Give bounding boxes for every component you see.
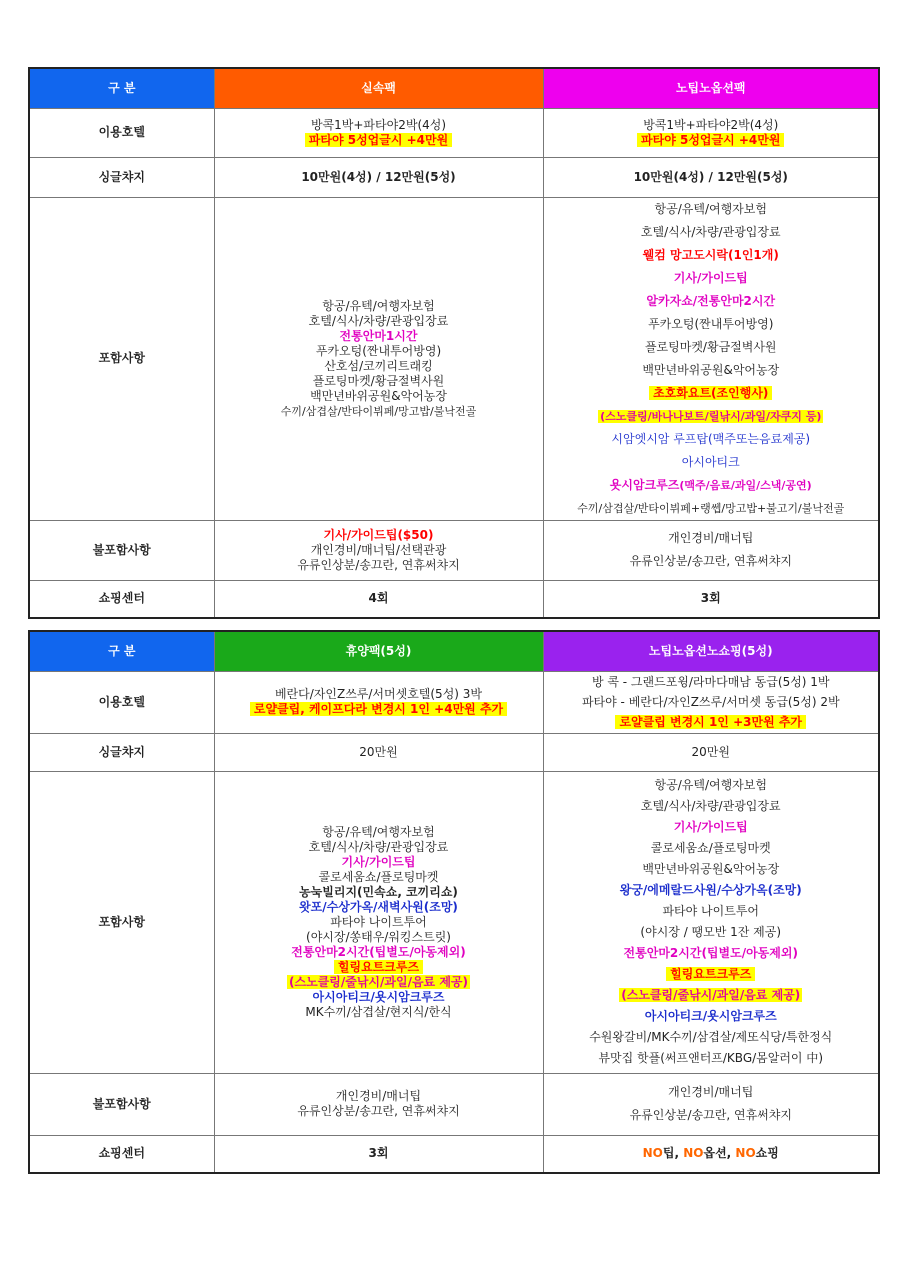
include-item: 항공/유텍/여행자보험 (654, 778, 767, 792)
include-item: 파타야 나이트투어 (662, 904, 760, 918)
include-item: 항공/유텍/여행자보험 (322, 824, 435, 839)
include-item: MK수끼/삼겹살/현지식/한식 (305, 1004, 452, 1019)
row-label-includes: 포함사항 (29, 771, 214, 1073)
includes-row (29, 771, 879, 1073)
includes-cell-a (214, 197, 543, 520)
include-item: 호텔/식사/차량/관광입장료 (308, 839, 449, 854)
shopping-count-b: 3회 (543, 580, 879, 618)
no-shopping-text: 쇼핑 (755, 1146, 779, 1161)
include-item: 웰컴 망고도시락(1인1개) (642, 247, 779, 262)
package-comparison-table-2 (28, 630, 880, 1174)
no-option-text: 옵션, (703, 1146, 736, 1161)
includes-cell-b (543, 197, 879, 520)
include-item: 왓포/수상가옥/새벽사원(조망) (299, 899, 458, 914)
include-item: 플로팅마켓/황금절벽사원 (312, 373, 445, 388)
exclude-item: 기사/가이드팁($50) (323, 527, 434, 542)
include-item: 알카자쇼/전통안마2시간 (646, 293, 776, 308)
include-item: 파타야 나이트투어 (330, 914, 427, 929)
include-item: (스노클링/줄낚시/과일/음료 제공) (621, 988, 801, 1002)
include-item: 기사/가이드팁 (673, 270, 748, 285)
include-item: 전통안마2시간(팁별도/아동제외) (623, 946, 798, 960)
excludes-cell-b (543, 1073, 879, 1135)
exclude-item: 유류인상분/송끄란, 연휴써챠지 (297, 557, 460, 572)
include-item: 백만년바위공원&악어농장 (642, 362, 780, 377)
hotel-cell-b (543, 108, 879, 157)
single-charge-a: 10만원(4성) / 12만원(5성) (214, 157, 543, 197)
single-charge-b: 20만원 (543, 733, 879, 771)
exclude-item: 유류인상분/송끄란, 연휴써챠지 (297, 1104, 460, 1118)
include-item: 푸카오텅(짠내투어방영) (648, 316, 774, 331)
include-item: (스노클링/줄낚시/과일/음료 제공) (289, 974, 468, 989)
exclude-item: 개인경비/매너팁/선택관광 (310, 542, 447, 557)
header-value-pack: 실속팩 (214, 68, 543, 108)
hotel-cell-b (543, 671, 879, 733)
single-charge-row (29, 157, 879, 197)
hotel-text: 베란다/자인Z쓰루/서머셋호텔(5성) 3박 (274, 687, 483, 701)
header-notip-nooption-pack: 노팁노옵션팩 (543, 68, 879, 108)
shopping-count-a: 3회 (214, 1135, 543, 1173)
include-item: 푸카오텅(짠내투어방영) (315, 343, 442, 358)
row-label-hotel: 이용호텔 (29, 671, 214, 733)
hotel-text: 방 콕 - 그랜드포윙/라마다매남 동급(5성) 1박 (591, 675, 830, 689)
include-item: 욧시암크루즈 (609, 477, 680, 492)
include-item: 농눅빌리지(민속쇼, 코끼리쇼) (299, 884, 458, 899)
single-charge-row (29, 733, 879, 771)
row-label-includes: 포함사항 (29, 197, 214, 520)
excludes-cell-b (543, 520, 879, 580)
row-label-hotel: 이용호텔 (29, 108, 214, 157)
include-item: 전통안마1시간 (339, 328, 418, 343)
include-item: 왕궁/에메랄드사원/수상가옥(조망) (619, 883, 802, 897)
hotel-text: 파타야 - 베란다/자인Z쓰루/서머셋 동급(5성) 2박 (581, 695, 840, 709)
include-item: 힐링요트크루즈 (666, 967, 755, 981)
include-item: 아시아티크/욧시암크루즈 (644, 1009, 777, 1023)
include-item: 항공/유텍/여행자보험 (654, 201, 767, 216)
single-charge-a: 20만원 (214, 733, 543, 771)
include-item: 플로팅마켓/황금절벽사원 (644, 339, 777, 354)
shopping-row (29, 580, 879, 618)
excludes-row (29, 1073, 879, 1135)
no-label: NO (735, 1146, 756, 1161)
include-item: 수끼/삼겹살/반타이뷔페/망고밥/불낙전골 (280, 404, 477, 418)
include-item: (맥주/음료/과일/스낵/공연) (679, 478, 812, 492)
include-item: (야시장/쏭태우/워킹스트릿) (306, 929, 451, 944)
shopping-row (29, 1135, 879, 1173)
include-item: 아시아티크/욧시암크루즈 (312, 989, 445, 1004)
excludes-cell-a (214, 520, 543, 580)
hotel-upgrade-note: 로얄클립 변경시 1인 +3만원 추가 (615, 715, 806, 729)
hotel-text: 방콕1박+파타야2박(4성) (310, 117, 447, 132)
include-item: 콜로세움쇼/플로팅마켓 (318, 869, 439, 884)
hotel-upgrade-note: 파타야 5성업글시 +4만원 (637, 133, 784, 147)
exclude-item: 개인경비/매너팁 (668, 531, 754, 545)
header-notip-noshopping-pack: 노팁노옵션노쇼핑(5성) (543, 631, 879, 671)
include-item: 항공/유텍/여행자보험 (322, 298, 435, 313)
no-label: NO (683, 1146, 704, 1161)
row-label-shopping: 쇼핑센터 (29, 580, 214, 618)
include-item: 전통안마2시간(팁별도/아동제외) (291, 944, 466, 959)
include-item: 호텔/식사/차량/관광입장료 (640, 224, 781, 239)
hotel-text: 방콕1박+파타야2박(4성) (643, 117, 779, 132)
include-item: 힐링요트크루즈 (334, 960, 423, 974)
hotel-cell-a (214, 108, 543, 157)
include-item: (야시장 / 땡모반 1잔 제공) (640, 925, 782, 939)
include-item: 시암엣시암 루프탑(맥주또는음료제공) (611, 431, 811, 446)
row-label-excludes: 불포함사항 (29, 520, 214, 580)
single-charge-b: 10만원(4성) / 12만원(5성) (543, 157, 879, 197)
excludes-row (29, 520, 879, 580)
hotel-upgrade-note: 파타야 5성업글시 +4만원 (305, 133, 452, 147)
exclude-item: 개인경비/매너팁 (668, 1085, 754, 1099)
include-item: 기사/가이드팁 (341, 854, 416, 869)
header-row (29, 631, 879, 671)
includes-row (29, 197, 879, 520)
shopping-count-a: 4회 (214, 580, 543, 618)
include-item: 초호화요트(조인행사) (649, 386, 772, 400)
exclude-item: 유류인상분/송끄란, 연휴써챠지 (629, 1108, 792, 1122)
hotel-row (29, 108, 879, 157)
include-item: 백만년바위공원&악어농장 (642, 862, 780, 876)
exclude-item: 개인경비/매너팁 (335, 1089, 422, 1103)
hotel-row (29, 671, 879, 733)
row-label-excludes: 불포함사항 (29, 1073, 214, 1135)
includes-cell-a (214, 771, 543, 1073)
exclude-item: 유류인상분/송끄란, 연휴써챠지 (629, 554, 792, 568)
include-item: 기사/가이드팁 (673, 820, 748, 834)
header-category: 구 분 (29, 631, 214, 671)
include-item: (스노클링/바나나보트/릴낚시/과일/자쿠지 등) (600, 409, 822, 423)
include-item: 수원왕갈비/MK수끼/삼겹살/제또식당/특한정식 (589, 1030, 833, 1044)
include-item: 아시아티크 (681, 454, 740, 469)
header-row (29, 68, 879, 108)
header-category: 구 분 (29, 68, 214, 108)
row-label-shopping: 쇼핑센터 (29, 1135, 214, 1173)
hotel-cell-a (214, 671, 543, 733)
no-label: NO (642, 1146, 663, 1161)
shopping-policy-b (543, 1135, 879, 1173)
row-label-single: 싱글챠지 (29, 157, 214, 197)
include-item: 호텔/식사/차량/관광입장료 (640, 799, 781, 813)
no-tip-text: 팁, (662, 1146, 684, 1161)
include-item: 콜로세움쇼/플로팅마켓 (650, 841, 771, 855)
package-comparison-table-1 (28, 67, 880, 619)
include-item: 호텔/식사/차량/관광입장료 (308, 313, 449, 328)
include-item: 뷰맛집 핫플(써프앤터프/KBG/몸알러이 中) (598, 1051, 824, 1065)
header-resort-pack: 휴양팩(5성) (214, 631, 543, 671)
excludes-cell-a (214, 1073, 543, 1135)
include-item: 수끼/삼겹살/반타이뷔페+랭쎕/망고밥+불고기/불낙전골 (577, 501, 845, 515)
include-item: 백만년바위공원&악어농장 (310, 388, 447, 403)
row-label-single: 싱글챠지 (29, 733, 214, 771)
includes-cell-b (543, 771, 879, 1073)
include-item: 산호섬/코끼리트래킹 (324, 358, 433, 373)
hotel-upgrade-note: 로얄클립, 케이프다라 변경시 1인 +4만원 추가 (250, 702, 507, 716)
